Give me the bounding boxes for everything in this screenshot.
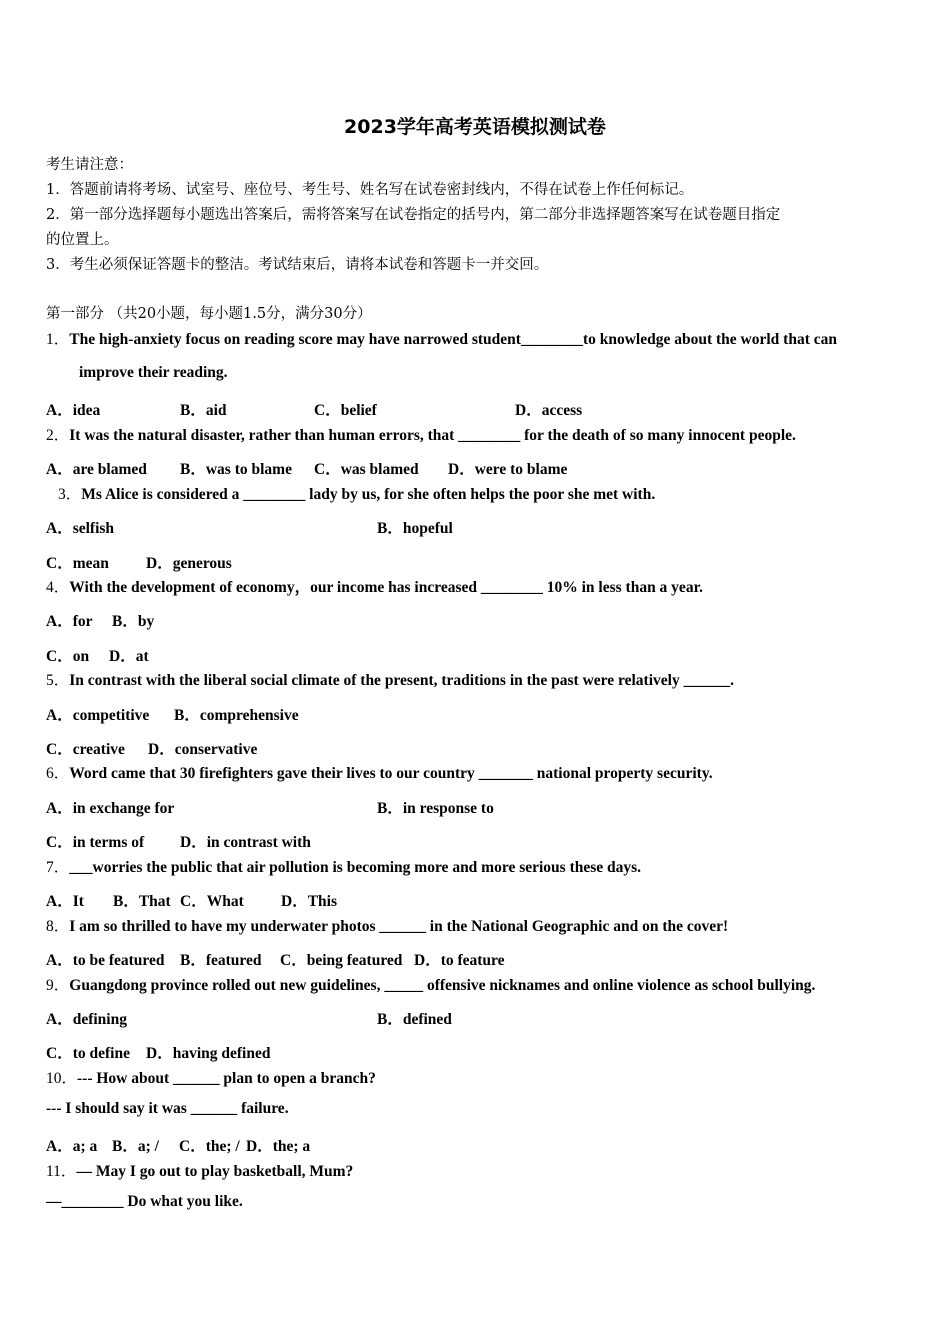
q6-option-c: C．in terms of bbox=[46, 834, 145, 851]
question-11-cont: —________ Do what you like. bbox=[46, 1193, 243, 1210]
question-number: 6． bbox=[46, 765, 70, 782]
q5-option-c: C．creative bbox=[46, 741, 125, 758]
q1-option-d: D．access bbox=[515, 402, 583, 419]
question-number: 9． bbox=[46, 977, 70, 994]
notice-heading: 考生请注意： bbox=[46, 157, 133, 173]
question-8 bbox=[46, 914, 728, 936]
q9-option-c: C．to define bbox=[46, 1045, 130, 1062]
q4-option-b: B．by bbox=[112, 613, 155, 630]
q10-option-b: B．a; / bbox=[112, 1138, 159, 1155]
q8-option-a: A．to be featured bbox=[46, 952, 165, 969]
question-number: 5． bbox=[46, 672, 70, 689]
question-number: 8． bbox=[46, 918, 70, 935]
q2-option-d: D．were to blame bbox=[448, 461, 568, 478]
q3-option-b: B．hopeful bbox=[377, 520, 453, 537]
q6-option-a: A．in exchange for bbox=[46, 800, 175, 817]
q9-option-b: B．defined bbox=[377, 1011, 452, 1028]
q8-option-c: C．being featured bbox=[280, 952, 403, 969]
question-number: 2． bbox=[46, 427, 70, 444]
question-number: 11． bbox=[46, 1163, 77, 1180]
q5-option-a: A．competitive bbox=[46, 707, 150, 724]
q3-option-c: C．mean bbox=[46, 555, 109, 572]
q4-option-c: C．on bbox=[46, 648, 90, 665]
q2-option-c: C．was blamed bbox=[314, 461, 419, 478]
question-number: 7． bbox=[46, 859, 70, 876]
question-text: Word came that 30 firefighters gave their lives to our country _______ national property security. bbox=[69, 765, 713, 782]
question-1-cont: improve their reading. bbox=[79, 364, 228, 381]
question-text: Ms Alice is considered a ________ lady by us, for she often helps the poor she met with. bbox=[81, 486, 656, 503]
exam-title: 2023学年高考英语模拟测试卷 bbox=[344, 116, 606, 138]
q9-option-d: D．having defined bbox=[146, 1045, 271, 1062]
question-text: The high-anxiety focus on reading score may have narrowed student________to knowledge about the world that can bbox=[69, 331, 837, 348]
q7-option-c: C．What bbox=[180, 893, 244, 910]
q7-option-a: A．It bbox=[46, 893, 84, 910]
q1-option-a: A．idea bbox=[46, 402, 101, 419]
q10-option-c: C．the; / bbox=[179, 1138, 240, 1155]
q4-option-d: D．at bbox=[109, 648, 149, 665]
question-number: 3． bbox=[58, 486, 82, 503]
question-1 bbox=[46, 327, 837, 349]
question-text: — May I go out to play basketball, Mum? bbox=[76, 1163, 354, 1180]
question-2 bbox=[46, 423, 796, 445]
question-number: 1． bbox=[46, 331, 70, 348]
question-10 bbox=[46, 1066, 376, 1088]
q1-option-c: C．belief bbox=[314, 402, 377, 419]
q6-option-b: B．in response to bbox=[377, 800, 494, 817]
question-4 bbox=[46, 575, 703, 597]
q3-option-d: D．generous bbox=[146, 555, 232, 572]
q2-option-b: B．was to blame bbox=[180, 461, 292, 478]
q2-option-a: A．are blamed bbox=[46, 461, 147, 478]
question-text: ___worries the public that air pollution is becoming more and more serious these days. bbox=[69, 859, 642, 876]
question-11 bbox=[46, 1159, 353, 1181]
question-10-cont: --- I should say it was ______ failure. bbox=[46, 1100, 289, 1117]
q3-option-a: A．selfish bbox=[46, 520, 115, 537]
q1-option-b: B．aid bbox=[180, 402, 227, 419]
q8-option-b: B．featured bbox=[180, 952, 262, 969]
section-heading: 第一部分 （共20小题，每小题1.5分，满分30分） bbox=[46, 306, 372, 322]
q5-option-b: B．comprehensive bbox=[174, 707, 299, 724]
q7-option-b: B．That bbox=[113, 893, 171, 910]
question-7 bbox=[46, 855, 641, 877]
question-text: Guangdong province rolled out new guidelines, _____ offensive nicknames and online violence as school bullying. bbox=[69, 977, 816, 994]
question-3 bbox=[58, 482, 655, 504]
question-text: With the development of economy，our income has increased ________ 10% in less than a year. bbox=[69, 579, 703, 596]
question-5 bbox=[46, 668, 734, 690]
notice-item-1: 1．答题前请将考场、试室号、座位号、考生号、姓名写在试卷密封线内，不得在试卷上作任何标记。 bbox=[46, 182, 694, 198]
q10-option-d: D．the; a bbox=[246, 1138, 311, 1155]
notice-item-2-cont: 的位置上。 bbox=[46, 232, 119, 248]
q9-option-a: A．defining bbox=[46, 1011, 127, 1028]
q5-option-d: D．conservative bbox=[148, 741, 258, 758]
notice-item-3: 3．考生必须保证答题卡的整洁。考试结束后，请将本试卷和答题卡一并交回。 bbox=[46, 257, 549, 273]
question-6 bbox=[46, 761, 713, 783]
notice-item-2: 2．第一部分选择题每小题选出答案后，需将答案写在试卷指定的括号内，第二部分非选择题答案写在试卷题目指定 bbox=[46, 207, 781, 223]
question-text: In contrast with the liberal social climate of the present, traditions in the past were relatively ______. bbox=[69, 672, 734, 689]
question-number: 10． bbox=[46, 1070, 78, 1087]
q6-option-d: D．in contrast with bbox=[180, 834, 311, 851]
question-text: It was the natural disaster, rather than human errors, that ________ for the death of so many innocent people. bbox=[69, 427, 796, 444]
question-text: --- How about ______ plan to open a branch? bbox=[77, 1070, 376, 1087]
question-number: 4． bbox=[46, 579, 70, 596]
q7-option-d: D．This bbox=[281, 893, 337, 910]
question-9 bbox=[46, 973, 815, 995]
q10-option-a: A．a; a bbox=[46, 1138, 98, 1155]
question-text: I am so thrilled to have my underwater photos ______ in the National Geographic and on the cover! bbox=[69, 918, 729, 935]
q8-option-d: D．to feature bbox=[414, 952, 505, 969]
q4-option-a: A．for bbox=[46, 613, 93, 630]
